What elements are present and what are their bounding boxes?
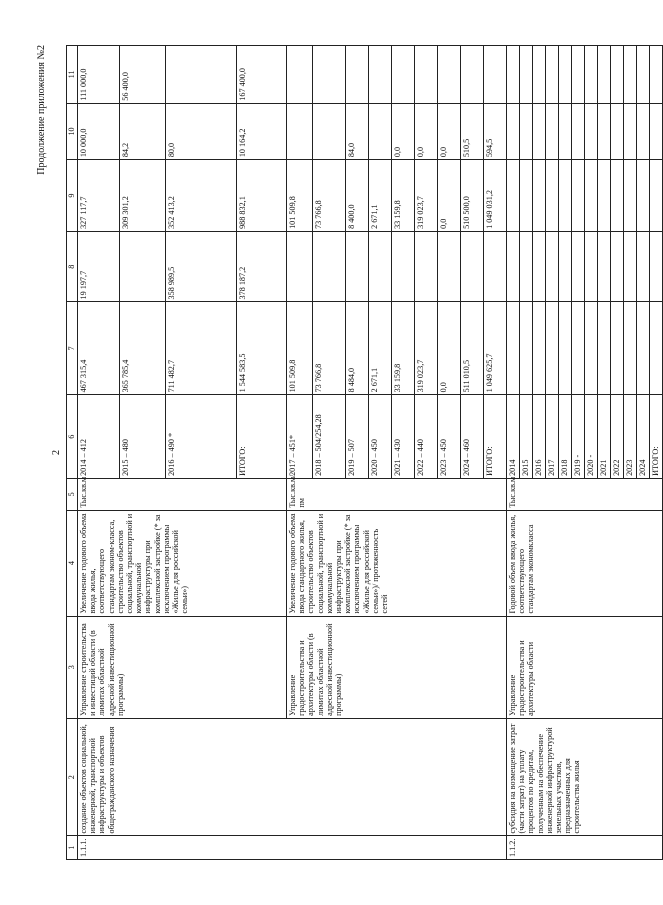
- column-header: 9: [67, 160, 78, 232]
- value-cell: 510 500,0: [461, 160, 484, 232]
- empty-cell: [624, 46, 637, 104]
- value-cell: 511 010,5: [461, 302, 484, 395]
- value-cell: [461, 231, 484, 302]
- value-cell: 8 484,0: [346, 302, 369, 395]
- value-cell: 2019 – 507: [346, 395, 369, 479]
- empty-cell: [520, 103, 533, 159]
- empty-cell: [559, 231, 572, 302]
- value-cell: 101 509,8: [287, 160, 313, 232]
- empty-cell: [507, 46, 520, 104]
- value-cell: 365 785,4: [120, 302, 166, 395]
- value-cell: 56 400,0: [120, 46, 166, 104]
- value-cell: [484, 231, 507, 302]
- value-cell: 2 671,1: [369, 302, 392, 395]
- value-cell: 0,0: [438, 302, 461, 395]
- empty-cell: [611, 160, 624, 232]
- value-cell: 358 989,5: [166, 231, 237, 302]
- header-row: [67, 46, 78, 860]
- empty-cell: [507, 103, 520, 159]
- empty-cell: [520, 302, 533, 395]
- value-cell: 2017 – 451*: [287, 395, 313, 479]
- empty-cell: [533, 103, 546, 159]
- empty-cell: [650, 46, 663, 104]
- empty-cell: [507, 160, 520, 232]
- value-cell: [287, 103, 313, 159]
- column-header: 3: [67, 616, 78, 718]
- empty-cell: [533, 231, 546, 302]
- value-cell: 19 197,7: [78, 231, 120, 302]
- empty-cell: [637, 302, 650, 395]
- column-header: 4: [67, 510, 78, 616]
- year-cell: 2023: [624, 395, 637, 479]
- year-cell: 2018: [559, 395, 572, 479]
- value-cell: 467 315,4: [78, 302, 120, 395]
- value-cell: [415, 46, 438, 104]
- year-cell: 2017: [546, 395, 559, 479]
- unit: Тыс.кв.м: [507, 478, 663, 510]
- empty-cell: [611, 46, 624, 104]
- unit: Тыс.кв.м/ пм: [287, 478, 507, 510]
- value-cell: 0,0: [438, 160, 461, 232]
- value-cell: 2021 – 430: [392, 395, 415, 479]
- value-cell: 80,0: [166, 103, 237, 159]
- value-cell: [438, 231, 461, 302]
- value-cell: [346, 231, 369, 302]
- value-cell: 2015 – 480: [120, 395, 166, 479]
- empty-cell: [507, 302, 520, 395]
- value-cell: 2022 – 440: [415, 395, 438, 479]
- value-cell: 327 117,7: [78, 160, 120, 232]
- empty-cell: [611, 302, 624, 395]
- value-cell: [313, 103, 346, 159]
- empty-cell: [637, 103, 650, 159]
- empty-cell: [572, 103, 585, 159]
- empty-cell: [507, 231, 520, 302]
- value-cell: 2 671,1: [369, 160, 392, 232]
- unit: Тыс.кв.м: [78, 478, 287, 510]
- value-cell: [287, 46, 313, 104]
- empty-cell: [533, 46, 546, 104]
- value-cell: 0,0: [415, 103, 438, 159]
- empty-cell: [520, 231, 533, 302]
- column-header: 6: [67, 395, 78, 479]
- empty-cell: [650, 160, 663, 232]
- empty-cell: [624, 160, 637, 232]
- empty-cell: [598, 302, 611, 395]
- empty-cell: [624, 103, 637, 159]
- column-header: 11: [67, 46, 78, 104]
- value-cell: 73 766,8: [313, 160, 346, 232]
- continuation-note: Продолжение приложения №2: [36, 45, 47, 175]
- value-cell: 352 413,2: [166, 160, 237, 232]
- empty-cell: [585, 46, 598, 104]
- value-cell: [369, 103, 392, 159]
- empty-cell: [650, 302, 663, 395]
- empty-cell: [559, 160, 572, 232]
- empty-cell: [533, 302, 546, 395]
- empty-cell: [598, 231, 611, 302]
- column-header: 10: [67, 103, 78, 159]
- year-cell: 2014: [507, 395, 520, 479]
- empty-cell: [546, 302, 559, 395]
- empty-cell: [533, 160, 546, 232]
- empty-cell: [637, 46, 650, 104]
- empty-cell: [546, 46, 559, 104]
- empty-cell: [572, 302, 585, 395]
- value-cell: [461, 46, 484, 104]
- value-cell: [438, 46, 461, 104]
- value-cell: 84,2: [120, 103, 166, 159]
- year-cell: ИТОГО:: [650, 395, 663, 479]
- program-table: [66, 45, 663, 860]
- empty-cell: [598, 46, 611, 104]
- executor: Управление градостроительства и архитектуры области (в лимитах областной адресной инвестиционной программы): [287, 616, 507, 718]
- column-header: 8: [67, 231, 78, 302]
- table-row: [78, 46, 120, 860]
- value-cell: [120, 231, 166, 302]
- value-cell: 1 049 625,7: [484, 302, 507, 395]
- value-cell: 0,0: [392, 103, 415, 159]
- value-cell: [415, 231, 438, 302]
- value-cell: 1 544 583,5: [237, 302, 287, 395]
- empty-cell: [611, 103, 624, 159]
- value-cell: [166, 46, 237, 104]
- value-cell: 594,5: [484, 103, 507, 159]
- executor: Управление градостроительства и архитектуры области: [507, 616, 663, 718]
- year-cell: 2021: [598, 395, 611, 479]
- value-cell: [392, 46, 415, 104]
- value-cell: 2018 – 504/254,28: [313, 395, 346, 479]
- value-cell: 10 000,0: [78, 103, 120, 159]
- value-cell: 2023 – 450: [438, 395, 461, 479]
- empty-cell: [585, 160, 598, 232]
- empty-cell: [598, 103, 611, 159]
- empty-cell: [572, 46, 585, 104]
- empty-cell: [624, 302, 637, 395]
- empty-cell: [559, 302, 572, 395]
- column-header: 1: [67, 836, 78, 860]
- empty-cell: [624, 231, 637, 302]
- indicator: Увеличение годового объема ввода жилья, соответствующего стандартам эконом-класса, строительство объектов социальной, транспортной и коммунальной инфраструктуры при комплексной застройке (* за исключением программы «Жилье для российской семьи»): [78, 510, 287, 616]
- empty-cell: [637, 231, 650, 302]
- value-cell: [313, 46, 346, 104]
- value-cell: [287, 231, 313, 302]
- column-header: 5: [67, 478, 78, 510]
- value-cell: 33 159,8: [392, 302, 415, 395]
- value-cell: [369, 46, 392, 104]
- empty-cell: [572, 231, 585, 302]
- value-cell: ИТОГО:: [237, 395, 287, 479]
- value-cell: 8 400,0: [346, 160, 369, 232]
- value-cell: 1 049 031,2: [484, 160, 507, 232]
- value-cell: 101 509,8: [287, 302, 313, 395]
- value-cell: 378 187,2: [237, 231, 287, 302]
- page-number: 2: [51, 450, 62, 455]
- item-number: 1.1.2.: [507, 836, 663, 860]
- empty-cell: [585, 302, 598, 395]
- value-cell: [369, 231, 392, 302]
- year-cell: 2024: [637, 395, 650, 479]
- executor: Управление строительства и инвестиций области (в лимитах областной адресной инвестиционной программы): [78, 616, 287, 718]
- item-name: субсидия на возмещение затрат (части затрат) на уплату процентов по кредитам, полученным на обеспечение инженерной инфраструктурой земельных участков, предназначенных для строительства жилья: [507, 718, 663, 836]
- value-cell: 111 000,0: [78, 46, 120, 104]
- value-cell: [313, 231, 346, 302]
- value-cell: 73 766,8: [313, 302, 346, 395]
- empty-cell: [598, 160, 611, 232]
- rotated-sheet: [36, 45, 660, 860]
- value-cell: 10 164,2: [237, 103, 287, 159]
- item-number: 1.1.1.: [78, 836, 507, 860]
- table-row: [507, 46, 520, 860]
- empty-cell: [559, 103, 572, 159]
- value-cell: 711 482,7: [166, 302, 237, 395]
- value-cell: 33 159,8: [392, 160, 415, 232]
- empty-cell: [546, 231, 559, 302]
- empty-cell: [637, 160, 650, 232]
- value-cell: 2020 – 450: [369, 395, 392, 479]
- value-cell: 2024 – 460: [461, 395, 484, 479]
- empty-cell: [520, 46, 533, 104]
- value-cell: 0,0: [438, 103, 461, 159]
- empty-cell: [585, 231, 598, 302]
- value-cell: 309 301,2: [120, 160, 166, 232]
- value-cell: 2014 – 412: [78, 395, 120, 479]
- value-cell: 2016 – 490 *: [166, 395, 237, 479]
- empty-cell: [546, 160, 559, 232]
- indicator: Годовой объем ввода жилья, соответствующего стандартам экономкласса: [507, 510, 663, 616]
- empty-cell: [650, 231, 663, 302]
- column-header: 7: [67, 302, 78, 395]
- year-cell: 2015: [520, 395, 533, 479]
- value-cell: ИТОГО:: [484, 395, 507, 479]
- year-cell: 2019 -: [572, 395, 585, 479]
- empty-cell: [546, 103, 559, 159]
- value-cell: [392, 231, 415, 302]
- empty-cell: [520, 160, 533, 232]
- year-cell: 2020 -: [585, 395, 598, 479]
- value-cell: [484, 46, 507, 104]
- value-cell: 319 023,7: [415, 302, 438, 395]
- value-cell: 84,0: [346, 103, 369, 159]
- empty-cell: [585, 103, 598, 159]
- year-cell: 2022: [611, 395, 624, 479]
- empty-cell: [559, 46, 572, 104]
- year-cell: 2016: [533, 395, 546, 479]
- empty-cell: [611, 231, 624, 302]
- value-cell: 510,5: [461, 103, 484, 159]
- empty-cell: [650, 103, 663, 159]
- value-cell: 988 832,1: [237, 160, 287, 232]
- value-cell: 319 023,7: [415, 160, 438, 232]
- value-cell: 167 400,0: [237, 46, 287, 104]
- empty-cell: [572, 160, 585, 232]
- column-header: 2: [67, 718, 78, 836]
- indicator: Увеличение годового объема ввода стандартного жилья, строительство объектов социальной, транспортной и коммунальной инфраструктуры при комплексной застройке (* за исключением программы «Жилье для российской семьи»)/ протяженность сетей: [287, 510, 507, 616]
- value-cell: [346, 46, 369, 104]
- item-name: создание объектов социальной, инженерной, транспортной инфраструктуры и объектов общегражданского назначения: [78, 718, 507, 836]
